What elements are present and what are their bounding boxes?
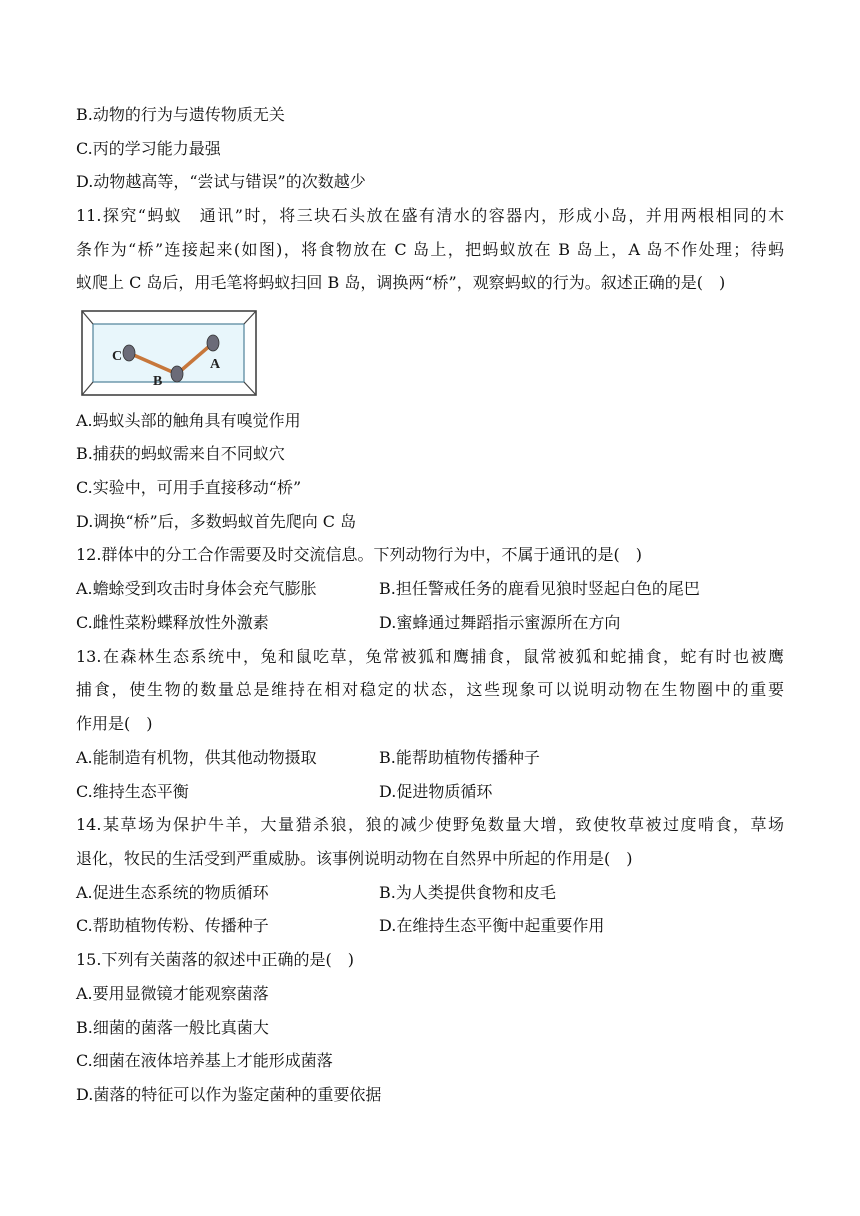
- q13-option-d: D.促进物质循环: [379, 782, 493, 801]
- q10-option-c: C.丙的学习能力最强: [76, 139, 221, 158]
- q13-option-a: A.能制造有机物，供其他动物摄取: [76, 748, 317, 767]
- q12-option-b: B.担任警戒任务的鹿看见狼时竖起白色的尾巴: [379, 579, 700, 598]
- q11-stem-line-3: 蚁爬上 C 岛后，用毛笔将蚂蚁扫回 B 岛，调换两“桥”，观察蚂蚁的行为。叙述正确的是( ): [76, 273, 726, 292]
- q14-option-b: B.为人类提供食物和皮毛: [379, 883, 556, 902]
- q11-option-c: C.实验中，可用手直接移动“桥”: [76, 478, 302, 497]
- q13-options-row-2: [76, 775, 784, 809]
- q11-stem-line-2: 条作为“桥”连接起来(如图)，将食物放在 C 岛上，把蚂蚁放在 B 岛上，A 岛不作处理；待蚂: [76, 240, 784, 259]
- q13-option-c: C.维持生态平衡: [76, 782, 189, 801]
- stone-a: [207, 335, 219, 351]
- q15-option-b: B.细菌的菌落一般比真菌大: [76, 1018, 269, 1037]
- q10-option-d: D.动物越高等，“尝试与错误”的次数越少: [76, 172, 366, 191]
- label-b: B: [153, 374, 163, 389]
- q12-option-a: A.蟾蜍受到攻击时身体会充气膨胀: [76, 579, 317, 598]
- q11-option-b: B.捕获的蚂蚁需来自不同蚁穴: [76, 444, 285, 463]
- q14-option-c: C.帮助植物传粉、传播种子: [76, 916, 269, 935]
- q11-stem-line-1: 11.探究“蚂蚁 通讯”时，将三块石头放在盛有清水的容器内，形成小岛，并用两根相同的木: [76, 206, 784, 225]
- q14-stem-line-1: 14.某草场为保护牛羊，大量猎杀狼，狼的减少使野兔数量大增，致使牧草被过度啃食，草场: [76, 815, 784, 834]
- q13-stem-line-1: 13.在森林生态系统中，兔和鼠吃草，兔常被狐和鹰捕食，鼠常被狐和蛇捕食，蛇有时也被鹰: [76, 647, 784, 666]
- q13-stem-line-3: 作用是( ): [76, 714, 153, 733]
- q10-option-b: B.动物的行为与遗传物质无关: [76, 105, 285, 124]
- label-a: A: [210, 357, 221, 372]
- q15-option-c: C.细菌在液体培养基上才能形成菌落: [76, 1051, 333, 1070]
- label-c: C: [112, 349, 123, 364]
- stone-b: [171, 366, 183, 382]
- q14-stem-line-2: 退化，牧民的生活受到严重威胁。该事例说明动物在自然界中所起的作用是( ): [76, 849, 633, 868]
- q14-option-a: A.促进生态系统的物质循环: [76, 883, 269, 902]
- stone-c: [123, 345, 135, 361]
- q15-option-a: A.要用显微镜才能观察菌落: [76, 984, 269, 1003]
- q13-stem-line-2: 捕食，使生物的数量总是维持在相对稳定的状态，这些现象可以说明动物在生物圈中的重要: [76, 680, 784, 699]
- q12-option-d: D.蜜蜂通过舞蹈指示蜜源所在方向: [379, 613, 621, 632]
- q12-option-c: C.雌性菜粉蝶释放性外激素: [76, 613, 269, 632]
- q14-option-d: D.在维持生态平衡中起重要作用: [379, 916, 605, 935]
- q13-options-row-1: [76, 741, 784, 775]
- q11-option-d: D.调换“桥”后，多数蚂蚁首先爬向 C 岛: [76, 512, 357, 531]
- q13-option-b: B.能帮助植物传播种子: [379, 748, 540, 767]
- q15-stem: 15.下列有关菌落的叙述中正确的是( ): [76, 950, 354, 969]
- q12-stem: 12.群体中的分工合作需要及时交流信息。下列动物行为中，不属于通讯的是( ): [76, 545, 642, 564]
- q14-options-row-2: [76, 909, 784, 943]
- q12-options-row-2: [76, 606, 784, 640]
- ant-experiment-figure: [81, 310, 257, 396]
- q11-option-a: A.蚂蚁头部的触角具有嗅觉作用: [76, 411, 301, 430]
- q12-options-row-1: [76, 572, 784, 606]
- q14-options-row-1: [76, 876, 784, 910]
- q15-option-d: D.菌落的特征可以作为鉴定菌种的重要依据: [76, 1085, 382, 1104]
